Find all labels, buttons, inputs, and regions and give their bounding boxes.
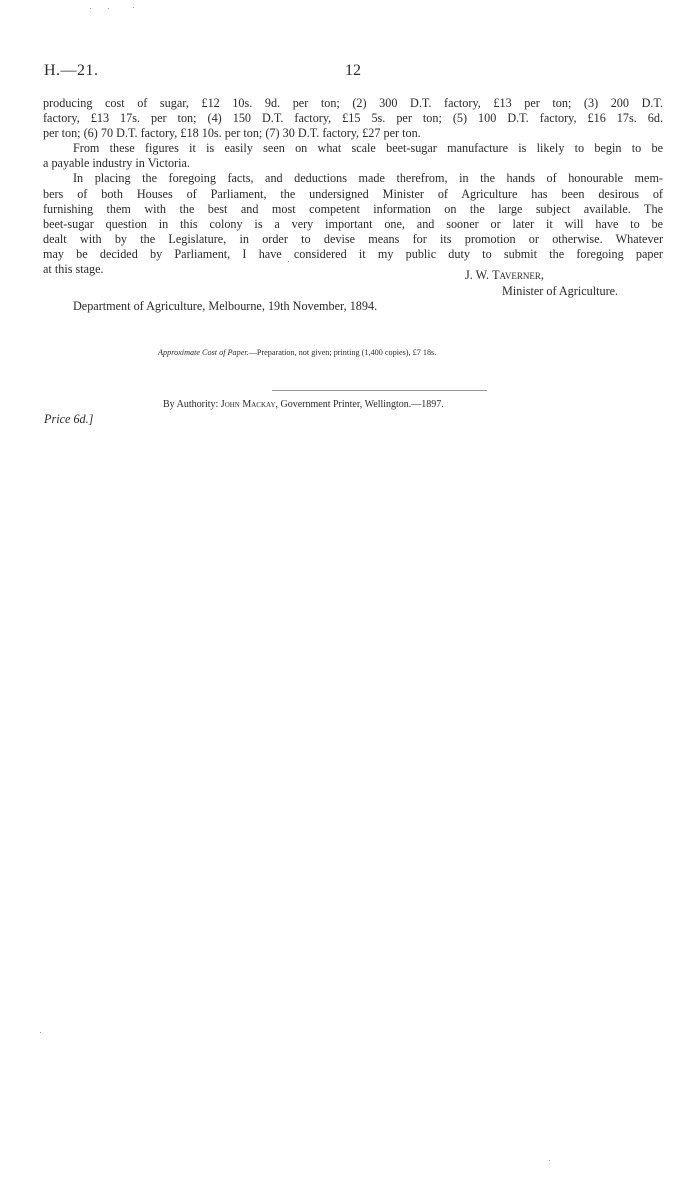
text-line: dealt with by the Legislature, in order to devise means for its promotion or otherwise. Whatever <box>43 231 663 246</box>
text-line: per ton; (6) 70 D.T. factory, £18 10s. per ton; (7) 30 D.T. factory, £27 per ton. <box>43 126 421 141</box>
text-line: may be decided by Parliament, I have considered it my public duty to submit the foregoing paper <box>43 246 663 261</box>
text-line: In placing the foregoing facts, and deductions made therefrom, in the hands of honourable mem- <box>73 171 663 186</box>
printer-authority <box>163 399 444 410</box>
signature-initials: J. W. <box>465 268 493 282</box>
scan-speck <box>40 1032 41 1033</box>
scan-speck <box>90 8 91 9</box>
text-line: producing cost of sugar, £12 10s. 9d. per ton; (2) 300 D.T. factory, £13 per ton; (3) 200 D.T. <box>43 96 663 110</box>
scan-speck <box>108 8 109 9</box>
price: Price 6d.] <box>44 412 94 426</box>
signature-name <box>465 268 544 283</box>
cost-note-label: Approximate Cost of Paper. <box>158 348 249 357</box>
scan-speck <box>549 1160 550 1161</box>
paragraph <box>43 171 663 277</box>
text-line: at this stage. <box>43 262 104 277</box>
body-text <box>43 96 663 277</box>
signature-title: Minister of Agriculture. <box>502 284 619 298</box>
text-line: a payable industry in Victoria. <box>43 156 190 171</box>
text-line: factory, £13 17s. per ton; (4) 150 D.T. factory, £15 5s. per ton; (5) 100 D.T. factory, £16 17s. 6d. <box>43 111 663 126</box>
text-line: From these figures it is easily seen on what scale beet-sugar manufacture is likely to begin to be <box>73 141 663 156</box>
scan-speck <box>288 261 289 262</box>
authority-suffix: , Government Printer, Wellington.—1897. <box>275 399 444 410</box>
cost-note <box>158 348 436 357</box>
cost-note-text: —Preparation, not given; printing (1,400 copies), £7 18s. <box>248 348 437 357</box>
page-reference: H.—21. <box>44 62 99 79</box>
text-line: beet-sugar question in this colony is a very important one, and sooner or later it will have to be <box>43 216 663 231</box>
paragraph <box>43 96 663 141</box>
text-line: furnishing them with the best and most competent information on the large subject available. The <box>43 201 663 216</box>
paragraph <box>43 141 663 171</box>
text-line: bers of both Houses of Parliament, the undersigned Minister of Agriculture has been desirous of <box>43 186 663 201</box>
page-number: 12 <box>345 62 361 79</box>
dateline: Department of Agriculture, Melbourne, 19th November, 1894. <box>73 299 378 313</box>
signature-surname: Taverner, <box>492 268 544 282</box>
authority-prefix: By Authority: <box>163 399 221 410</box>
divider-rule <box>272 390 487 391</box>
printer-name: John Mackay <box>220 399 276 410</box>
scan-speck <box>133 7 134 8</box>
